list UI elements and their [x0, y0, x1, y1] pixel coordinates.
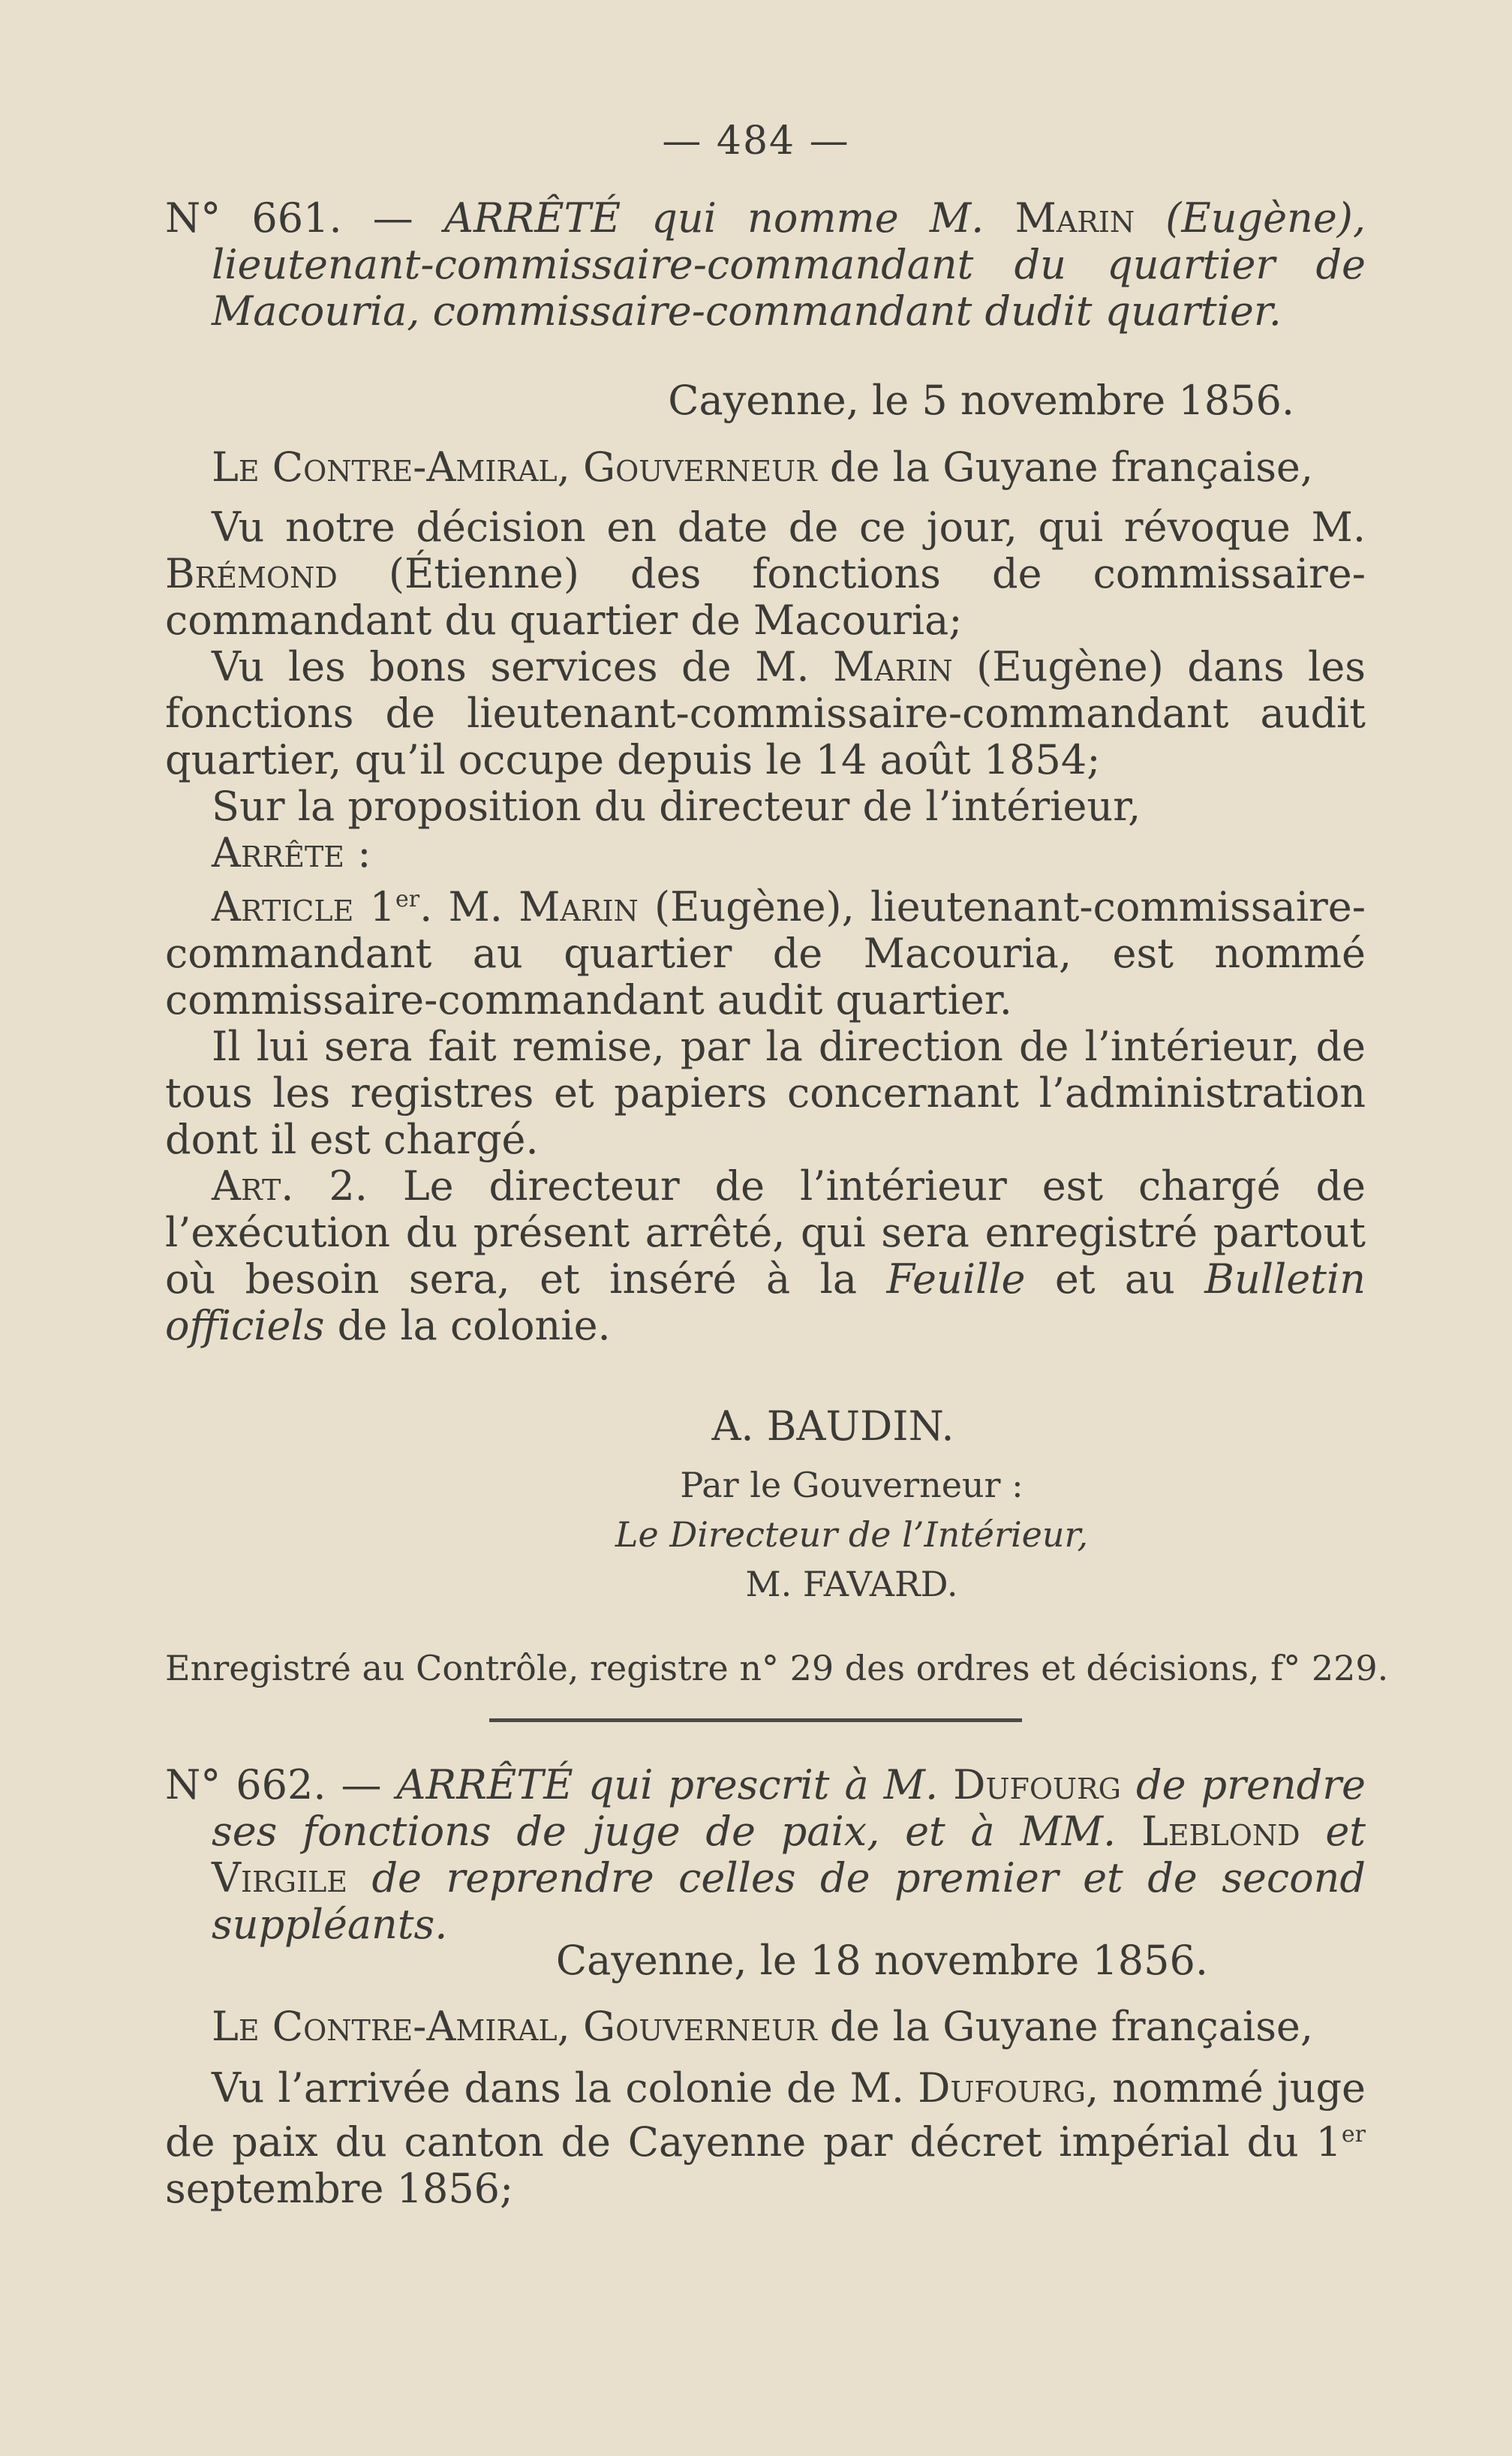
act-661-title: N° 661. — ARRÊTÉ qui nomme M. Marin (Eugène), lieutenant-commissaire-commandant du quartier de Macouria, commissaire-commandant dudit quartier.: [165, 194, 1366, 335]
act-661-remise: Il lui sera fait remise, par la direction de l’intérieur, de tous les registres et papiers concernant l’administration dont il est chargé.: [165, 1023, 1366, 1163]
act-661-article-2: Art. 2. Le directeur de l’intérieur est chargé de l’exécution du présent arrêté, qui sera enregistré partout où besoin sera, et inséré à la Feuille et au Bulletin officiels de la colonie.: [165, 1162, 1366, 1349]
act-661-vu-2: Vu les bons services de M. Marin (Eugène) dans les fonctions de lieutenant-commissaire-commandant audit quartier, qu’il occupe depuis le 14 août 1854;: [165, 643, 1366, 783]
act-661-registration: Enregistré au Contrôle, registre n° 29 des ordres et décisions, f° 229.: [165, 1648, 1389, 1688]
act-661-proposition: Sur la proposition du directeur de l’intérieur,: [212, 783, 1141, 830]
signature-favard: M. FAVARD.: [745, 1564, 958, 1604]
signature-baudin: A. BAUDIN.: [711, 1402, 954, 1450]
par-le-gouverneur: Par le Gouverneur :: [680, 1465, 1024, 1505]
act-661-article-1: Article 1er. M. Marin (Eugène), lieutenant-commissaire-commandant au quartier de Macouria, est nommé commissaire-commandant audit quartier.: [165, 883, 1366, 1024]
act-661-body: [165, 504, 1366, 1349]
act-661-signatures: [165, 1403, 1366, 1607]
act-661-heading: [165, 195, 1366, 335]
act-662-body: [165, 2065, 1366, 2212]
act-661-preamble: Le Contre-Amiral, Gouverneur de la Guyane française,: [212, 443, 1314, 491]
act-661-vu-1: Vu notre décision en date de ce jour, qui révoque M. Brémond (Étienne) des fonctions de commissaire-commandant du quartier de Macouria;: [165, 504, 1366, 644]
act-661-date: Cayenne, le 5 novembre 1856.: [668, 377, 1294, 424]
page-number: — 484 —: [662, 119, 850, 164]
act-662-title: N° 662. — ARRÊTÉ qui prescrit à M. Dufourg de prendre ses fonctions de juge de paix, et à MM. Leblond et Virgile de reprendre celles de premier et de second suppléants.: [165, 1761, 1366, 1948]
act-661-number: N° 661. —: [165, 194, 444, 242]
act-662-vu: Vu l’arrivée dans la colonie de M. Dufourg, nommé juge de paix du canton de Cayenne par décret impérial du 1er septembre 1856;: [165, 2064, 1366, 2212]
act-661-arrete: Arrête :: [212, 829, 371, 876]
directeur-interieur: Le Directeur de l’Intérieur,: [615, 1514, 1089, 1555]
act-662-preamble: Le Contre-Amiral, Gouverneur de la Guyane française,: [212, 2003, 1314, 2050]
section-divider: [489, 1718, 1022, 1722]
act-662-heading: [165, 1762, 1366, 1948]
act-662-number: N° 662. —: [165, 1761, 397, 1808]
act-662-date: Cayenne, le 18 novembre 1856.: [555, 1937, 1208, 1984]
